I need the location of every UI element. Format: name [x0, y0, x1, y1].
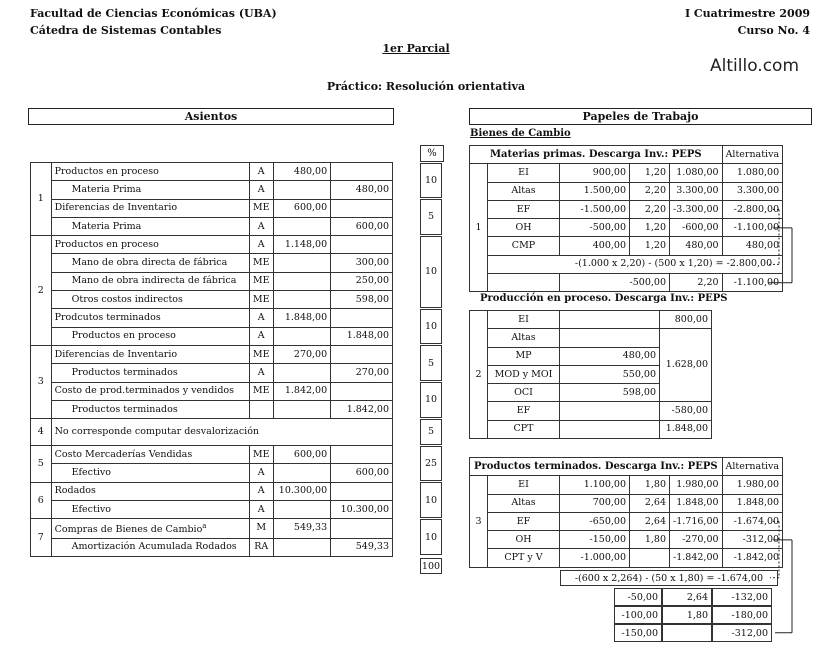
- account-text: Costo Mercaderías Vendidas: [54, 448, 193, 460]
- debit-amount: 1.148,00: [273, 236, 331, 254]
- pt-value: -312,00: [722, 531, 783, 549]
- faculty-name: Facultad de Ciencias Económicas (UBA): [30, 7, 277, 20]
- account-type: A: [249, 217, 273, 235]
- debit-amount: 10.300,00: [273, 482, 331, 500]
- account-text: Compras de Bienes de Cambio: [54, 524, 203, 536]
- entry-row: [31, 254, 393, 272]
- entry-row: [31, 345, 393, 363]
- pct-cell: 10: [420, 482, 442, 518]
- debit-amount: [273, 291, 331, 309]
- entry-row: [31, 272, 393, 290]
- mp-extra-qty: -500,00: [560, 274, 670, 292]
- account-name: [51, 382, 249, 400]
- pp-cpt-value: 1.848,00: [660, 420, 712, 438]
- mp-label: EF: [488, 200, 560, 218]
- account-name: [51, 400, 249, 418]
- mp-value: 400,00: [560, 237, 630, 255]
- pt-value: 700,00: [560, 494, 630, 512]
- pt-value: 1,80: [630, 531, 670, 549]
- account-name: [51, 236, 249, 254]
- pt-value: 1.848,00: [722, 494, 783, 512]
- entry-number: 5: [31, 446, 52, 483]
- account-name: [51, 464, 249, 482]
- asientos-title: Asientos: [28, 108, 394, 125]
- credit-amount: [331, 309, 393, 327]
- mp-value: 900,00: [560, 164, 630, 182]
- credit-amount: [331, 382, 393, 400]
- debit-amount: [273, 364, 331, 382]
- mp-value: 1.500,00: [560, 182, 630, 200]
- mp-label: Altas: [488, 182, 560, 200]
- pt-label: EI: [488, 476, 560, 494]
- mp-value: 2,20: [630, 182, 670, 200]
- account-name: [51, 327, 249, 345]
- credit-amount: 600,00: [331, 217, 393, 235]
- credit-amount: [331, 199, 393, 217]
- asientos-table: [30, 162, 393, 557]
- entry-row: [31, 382, 393, 400]
- debit-amount: [273, 400, 331, 418]
- entry-row: [31, 519, 393, 538]
- pp-ef-value: -580,00: [660, 402, 712, 420]
- account-text: Amortización Acumulada Rodados: [71, 541, 237, 553]
- pt-extra-cell: -50,00: [614, 588, 662, 606]
- pt-value: 2,64: [630, 494, 670, 512]
- pp-ei-label: EI: [488, 311, 560, 329]
- pp-altas-label: Altas: [488, 329, 560, 347]
- account-name: [51, 364, 249, 382]
- pct-cell: 5: [420, 419, 442, 445]
- entry-row: [31, 236, 393, 254]
- mp-value: -600,00: [670, 219, 723, 237]
- pct-cell: 10: [420, 519, 442, 555]
- pt-value: -650,00: [560, 512, 630, 530]
- account-text: Rodados: [54, 485, 96, 497]
- exam-title: 1er Parcial: [382, 42, 450, 55]
- debit-amount: 1.842,00: [273, 382, 331, 400]
- account-text: Mano de obra directa de fábrica: [71, 257, 228, 269]
- pp-ef-label: EF: [488, 402, 560, 420]
- mp-value: 1,20: [630, 219, 670, 237]
- account-text: Efectivo: [71, 467, 111, 479]
- pp-mod-label: MOD y MOI: [488, 365, 560, 383]
- account-type: A: [249, 236, 273, 254]
- credit-amount: 1.848,00: [331, 327, 393, 345]
- account-text: Costo de prod.terminados y vendidos: [54, 385, 234, 397]
- pt-value: 1,80: [630, 476, 670, 494]
- account-text: Productos terminados: [71, 366, 178, 378]
- mp-row: [470, 164, 783, 182]
- account-name: [51, 181, 249, 199]
- pct-cell: 10: [420, 236, 442, 308]
- papeles-title: Papeles de Trabajo: [469, 108, 812, 125]
- pt-extra-cell: -180,00: [712, 606, 772, 624]
- debit-amount: [273, 501, 331, 519]
- pt-title: Productos terminados. Descarga Inv.: PEPS: [470, 458, 723, 476]
- footnote-mark: a: [202, 522, 207, 531]
- account-text: Productos en proceso: [54, 238, 159, 250]
- pct-header: %: [420, 145, 444, 162]
- debit-amount: 600,00: [273, 446, 331, 464]
- account-text: Productos en proceso: [54, 165, 159, 177]
- account-name: [51, 309, 249, 327]
- entry-row: [31, 501, 393, 519]
- pp-cpt-label: CPT: [488, 420, 560, 438]
- entry-row: [31, 291, 393, 309]
- debit-amount: 270,00: [273, 345, 331, 363]
- account-type: A: [249, 181, 273, 199]
- pct-total: 100: [420, 558, 442, 574]
- entry-row: [31, 364, 393, 382]
- pt-formula: -(600 x 2,264) - (50 x 1,80) = -1.674,00: [560, 570, 778, 586]
- mp-row: [470, 200, 783, 218]
- pt-value: [630, 549, 670, 567]
- mp-value: 3.300,00: [670, 182, 723, 200]
- mp-value: 1.080,00: [670, 164, 723, 182]
- debit-amount: [273, 254, 331, 272]
- pt-row: [470, 549, 783, 567]
- pt-extra-cell: -132,00: [712, 588, 772, 606]
- account-text: Productos en proceso: [71, 330, 176, 342]
- account-name: [51, 446, 249, 464]
- account-type: ME: [249, 382, 273, 400]
- debit-amount: 480,00: [273, 163, 331, 181]
- pct-cell: 10: [420, 309, 442, 345]
- debit-amount: 600,00: [273, 199, 331, 217]
- mp-number: 1: [470, 164, 488, 292]
- mp-table: [469, 145, 783, 292]
- subtitle: Práctico: Resolución orientativa: [326, 80, 526, 93]
- credit-amount: [331, 163, 393, 181]
- pt-value: -1.674,00: [722, 512, 783, 530]
- pp-oci-value: 598,00: [560, 384, 660, 402]
- account-type: ME: [249, 254, 273, 272]
- mp-value: 3.300,00: [722, 182, 783, 200]
- account-name: [51, 291, 249, 309]
- entry-number: 7: [31, 519, 52, 556]
- entry-row: [31, 538, 393, 556]
- account-text: Otros costos indirectos: [71, 293, 183, 305]
- credit-amount: [331, 482, 393, 500]
- credit-amount: 250,00: [331, 272, 393, 290]
- pp-sum: 1.628,00: [660, 329, 712, 402]
- pt-value: 1.100,00: [560, 476, 630, 494]
- mp-row: [470, 237, 783, 255]
- mp-value: 480,00: [670, 237, 723, 255]
- entry-number: 6: [31, 482, 52, 519]
- account-name: [51, 217, 249, 235]
- entry-row: [31, 163, 393, 181]
- mp-extra-row: [470, 274, 783, 292]
- mp-row: [470, 219, 783, 237]
- account-text: Diferencias de Inventario: [54, 202, 178, 214]
- credit-amount: [331, 519, 393, 538]
- pt-label: EF: [488, 512, 560, 530]
- pct-cell: 25: [420, 446, 442, 482]
- entry-row: [31, 419, 393, 446]
- pt-value: 2,64: [630, 512, 670, 530]
- account-name: [51, 199, 249, 217]
- account-text: Prodcutos terminados: [54, 312, 161, 324]
- account-type: A: [249, 163, 273, 181]
- entry-row: [31, 482, 393, 500]
- pp-title: Producción en proceso. Descarga Inv.: PEPS: [480, 293, 728, 304]
- account-type: [249, 400, 273, 418]
- pt-alt-header: Alternativa: [722, 458, 783, 476]
- credit-amount: 10.300,00: [331, 501, 393, 519]
- account-text: Diferencias de Inventario: [54, 348, 178, 360]
- pt-label: OH: [488, 531, 560, 549]
- account-text: Materia Prima: [71, 220, 142, 232]
- pt-label: Altas: [488, 494, 560, 512]
- pct-cell: 10: [420, 382, 442, 418]
- account-type: M: [249, 519, 273, 538]
- pt-row: [470, 512, 783, 530]
- pt-extra-cell: -100,00: [614, 606, 662, 624]
- pt-value: -1.842,00: [670, 549, 723, 567]
- pt-row: [470, 531, 783, 549]
- pt-value: -1.716,00: [670, 512, 723, 530]
- pt-number: 3: [470, 476, 488, 567]
- debit-amount: [273, 217, 331, 235]
- mp-value: -2.800,00: [722, 200, 783, 218]
- pp-table: [469, 310, 712, 439]
- pt-value: 1.980,00: [670, 476, 723, 494]
- mp-value: 1,20: [630, 164, 670, 182]
- account-name: [51, 272, 249, 290]
- pp-mp-value: 480,00: [560, 347, 660, 365]
- account-text: Productos terminados: [71, 403, 178, 415]
- pt-table: [469, 457, 783, 568]
- account-type: ME: [249, 446, 273, 464]
- debit-amount: [273, 272, 331, 290]
- pp-mod-value: 550,00: [560, 365, 660, 383]
- entry-row: [31, 400, 393, 418]
- mp-formula: -(1.000 x 2,20) - (500 x 1,20) = -2.800,00: [488, 255, 783, 273]
- mp-formula-row: [470, 255, 783, 273]
- account-name: [51, 482, 249, 500]
- mp-extra-price: 2,20: [670, 274, 723, 292]
- debit-amount: 1.848,00: [273, 309, 331, 327]
- mp-value: 1,20: [630, 237, 670, 255]
- entry-note: No corresponde computar desvalorización: [51, 419, 392, 446]
- debit-amount: [273, 327, 331, 345]
- credit-amount: 300,00: [331, 254, 393, 272]
- mp-label: OH: [488, 219, 560, 237]
- chair-name: Cátedra de Sistemas Contables: [30, 24, 222, 37]
- credit-amount: [331, 236, 393, 254]
- account-type: A: [249, 309, 273, 327]
- watermark: Altillo.com: [710, 56, 800, 76]
- account-type: ME: [249, 199, 273, 217]
- pt-extra-cell: -150,00: [614, 624, 662, 642]
- mp-extra-total: -1.100,00: [722, 274, 783, 292]
- mp-label: CMP: [488, 237, 560, 255]
- entry-number: 1: [31, 163, 52, 236]
- pt-extra-cell: 2,64: [662, 588, 712, 606]
- debit-amount: 549,33: [273, 519, 331, 538]
- entry-row: [31, 464, 393, 482]
- mp-value: 480,00: [722, 237, 783, 255]
- pt-value: -1.000,00: [560, 549, 630, 567]
- account-type: ME: [249, 272, 273, 290]
- pt-row: [470, 476, 783, 494]
- account-text: Mano de obra indirecta de fábrica: [71, 275, 237, 287]
- account-name: [51, 345, 249, 363]
- entry-row: [31, 327, 393, 345]
- account-type: A: [249, 364, 273, 382]
- pt-value: -1.842,00: [722, 549, 783, 567]
- account-name: [51, 538, 249, 556]
- account-type: A: [249, 327, 273, 345]
- account-name: [51, 254, 249, 272]
- entry-row: [31, 199, 393, 217]
- pct-cell: 5: [420, 345, 442, 381]
- entry-row: [31, 446, 393, 464]
- pp-number: 2: [470, 311, 488, 439]
- mp-title: Materias primas. Descarga Inv.: PEPS: [470, 146, 723, 164]
- account-name: [51, 163, 249, 181]
- account-type: A: [249, 482, 273, 500]
- mp-value: -1.100,00: [722, 219, 783, 237]
- credit-amount: 270,00: [331, 364, 393, 382]
- account-type: A: [249, 501, 273, 519]
- pt-row: [470, 494, 783, 512]
- mp-value: -500,00: [560, 219, 630, 237]
- pt-label: CPT y V: [488, 549, 560, 567]
- pt-extra-cell: -312,00: [712, 624, 772, 642]
- pt-value: 1.848,00: [670, 494, 723, 512]
- entry-number: 2: [31, 236, 52, 346]
- pp-ei-value: 800,00: [660, 311, 712, 329]
- debit-amount: [273, 464, 331, 482]
- account-name: [51, 519, 249, 538]
- pp-mp-label: MP: [488, 347, 560, 365]
- credit-amount: [331, 345, 393, 363]
- pt-extra-cell: 1,80: [662, 606, 712, 624]
- debit-amount: [273, 538, 331, 556]
- course: Curso No. 4: [737, 24, 810, 37]
- credit-amount: [331, 446, 393, 464]
- mp-label: EI: [488, 164, 560, 182]
- pp-oci-label: OCI: [488, 384, 560, 402]
- mp-row: [470, 182, 783, 200]
- account-name: [51, 501, 249, 519]
- entry-row: [31, 181, 393, 199]
- pt-extra-cell: [662, 624, 712, 642]
- pct-cell: 5: [420, 199, 442, 235]
- credit-amount: 600,00: [331, 464, 393, 482]
- mp-value: 1.080,00: [722, 164, 783, 182]
- account-text: Efectivo: [71, 503, 111, 515]
- credit-amount: 480,00: [331, 181, 393, 199]
- mp-value: 2,20: [630, 200, 670, 218]
- pt-value: 1.980,00: [722, 476, 783, 494]
- account-type: ME: [249, 291, 273, 309]
- account-type: A: [249, 464, 273, 482]
- entry-row: [31, 309, 393, 327]
- term: I Cuatrimestre 2009: [684, 7, 810, 20]
- account-text: Materia Prima: [71, 183, 142, 195]
- account-type: ME: [249, 345, 273, 363]
- mp-alt-header: Alternativa: [722, 146, 783, 164]
- section-title: Bienes de Cambio: [470, 128, 571, 139]
- pt-value: -150,00: [560, 531, 630, 549]
- pt-value: -270,00: [670, 531, 723, 549]
- entry-number: 4: [31, 419, 52, 446]
- credit-amount: 598,00: [331, 291, 393, 309]
- credit-amount: 1.842,00: [331, 400, 393, 418]
- entry-row: [31, 217, 393, 235]
- entry-number: 3: [31, 345, 52, 418]
- mp-value: -3.300,00: [670, 200, 723, 218]
- debit-amount: [273, 181, 331, 199]
- pct-cell: 10: [420, 163, 442, 199]
- mp-value: -1.500,00: [560, 200, 630, 218]
- credit-amount: 549,33: [331, 538, 393, 556]
- account-type: RA: [249, 538, 273, 556]
